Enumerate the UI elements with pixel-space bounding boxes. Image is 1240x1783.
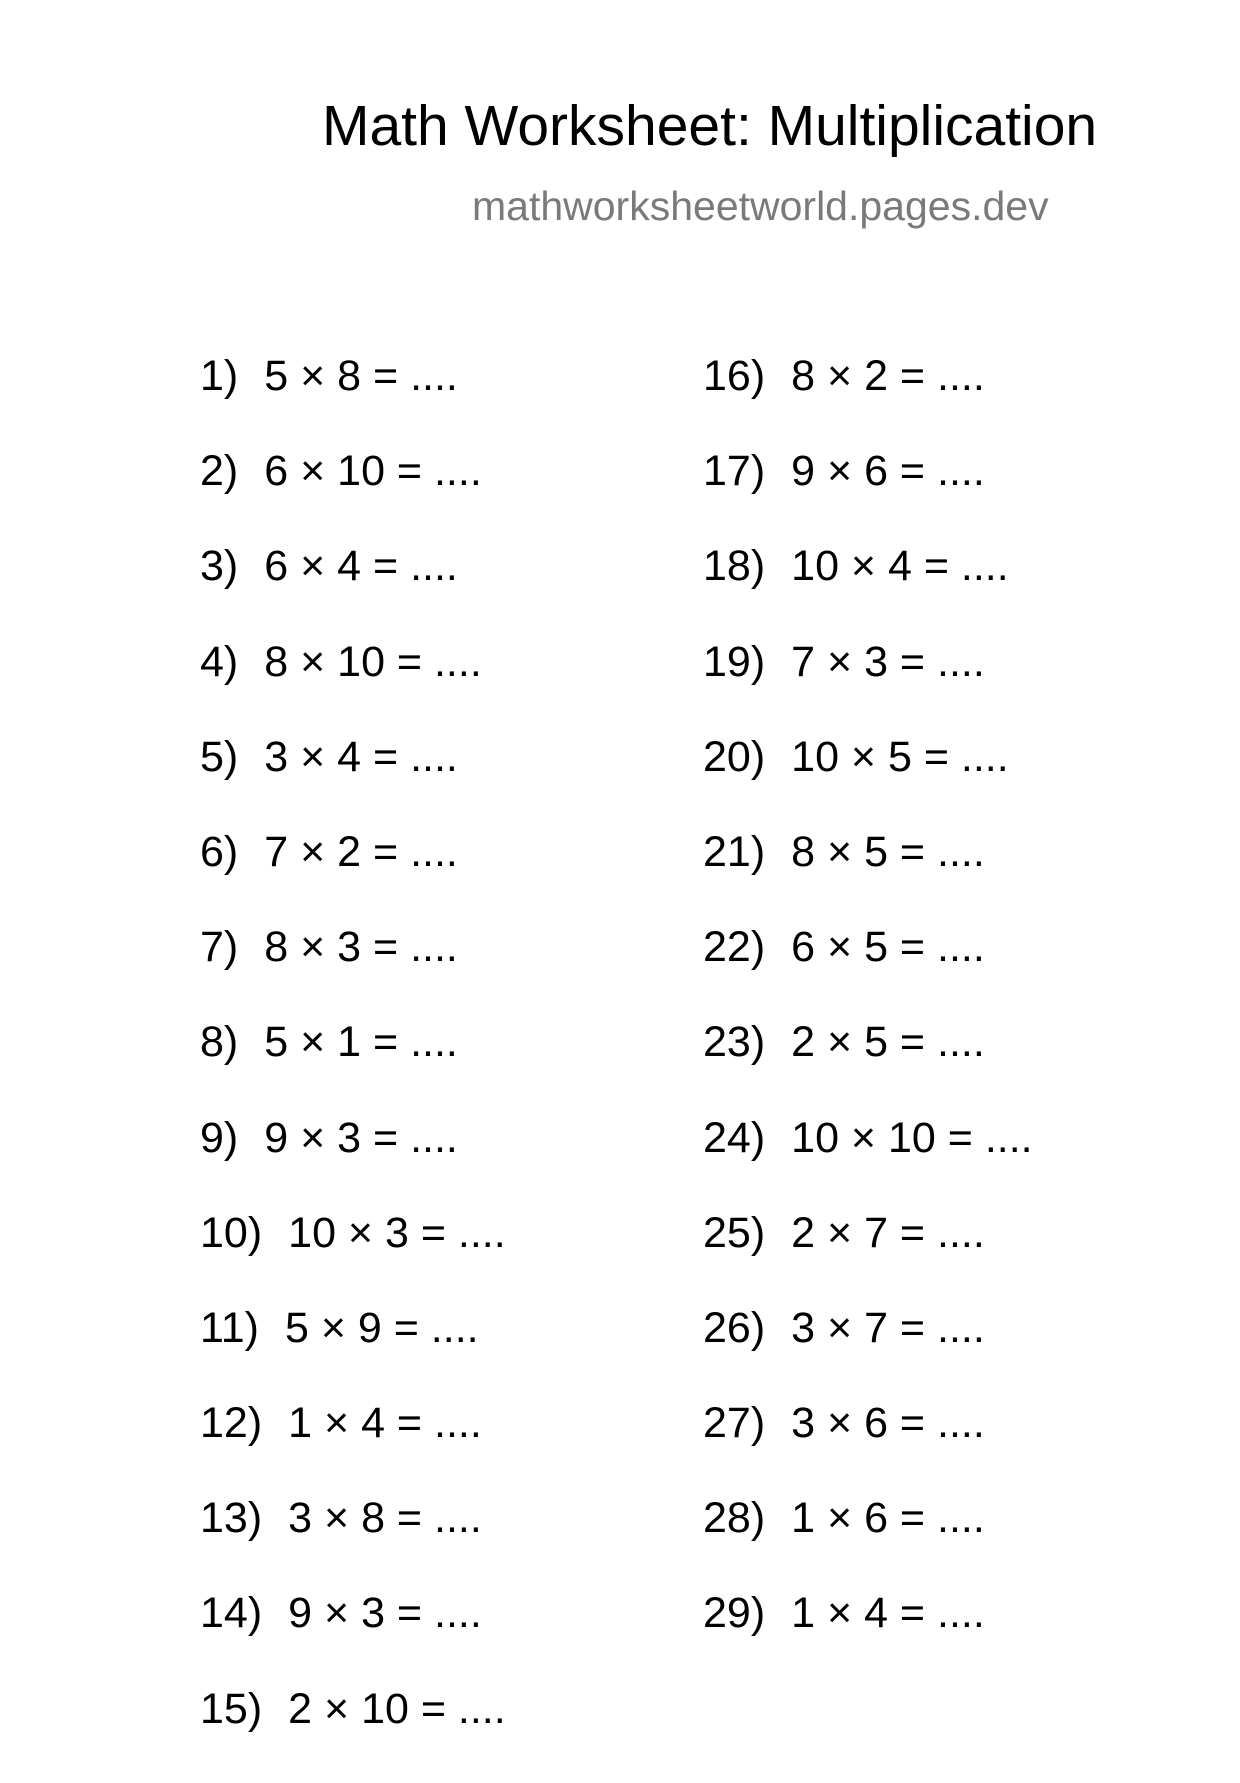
problem-number: 23) — [703, 1018, 766, 1067]
problem-expression: 3 × 6 = .... — [791, 1399, 985, 1448]
problem-expression: 9 × 3 = .... — [264, 1113, 458, 1162]
problem-expression: 2 × 7 = .... — [791, 1208, 985, 1257]
problem-item — [200, 542, 506, 640]
problem-expression: 3 × 8 = .... — [288, 1494, 482, 1543]
problem-item — [703, 732, 1033, 831]
problem-expression: 8 × 10 = .... — [264, 637, 482, 686]
problem-item — [200, 827, 506, 926]
problem-expression: 8 × 2 = .... — [791, 352, 985, 400]
problem-number: 3) — [200, 542, 239, 591]
problem-expression: 1 × 4 = .... — [791, 1589, 985, 1638]
problem-expression: 2 × 10 = .... — [288, 1684, 506, 1733]
problem-expression: 8 × 5 = .... — [791, 827, 985, 876]
problem-expression: 5 × 9 = .... — [284, 1303, 479, 1352]
worksheet-subtitle: mathworksheetworld.pages.dev — [472, 183, 1049, 229]
problem-expression: 3 × 7 = .... — [791, 1303, 985, 1352]
problem-expression: 6 × 5 = .... — [791, 923, 985, 972]
problem-item — [200, 352, 506, 450]
problem-number: 17) — [703, 447, 766, 496]
problem-number: 20) — [703, 732, 766, 781]
problem-item — [200, 1684, 506, 1783]
problem-item — [703, 352, 1033, 450]
problem-expression: 3 × 4 = .... — [264, 732, 458, 781]
problem-expression: 10 × 3 = .... — [288, 1208, 506, 1257]
problem-number: 4) — [200, 637, 239, 686]
problem-item — [200, 1589, 506, 1687]
problem-item — [200, 1208, 506, 1307]
problem-expression: 7 × 2 = .... — [264, 827, 458, 876]
problem-expression: 1 × 6 = .... — [791, 1494, 985, 1543]
problem-number: 1) — [200, 352, 239, 400]
problem-number: 27) — [703, 1399, 766, 1448]
problem-item — [703, 1303, 1033, 1402]
problem-expression: 9 × 3 = .... — [288, 1589, 482, 1638]
problem-item — [200, 447, 506, 545]
problem-item — [200, 1113, 506, 1212]
problem-item — [703, 637, 1033, 736]
problem-expression: 10 × 10 = .... — [791, 1113, 1033, 1162]
problem-item — [703, 1113, 1033, 1212]
problem-expression: 5 × 8 = .... — [264, 352, 458, 400]
problem-expression: 6 × 4 = .... — [264, 542, 458, 591]
problem-item — [703, 1589, 1033, 1687]
problem-number: 13) — [200, 1494, 263, 1543]
problem-expression: 10 × 4 = .... — [791, 542, 1009, 591]
problem-item — [703, 923, 1033, 1021]
problem-expression: 5 × 1 = .... — [264, 1018, 458, 1067]
problem-expression: 2 × 5 = .... — [791, 1018, 985, 1067]
problem-number: 25) — [703, 1208, 766, 1257]
problem-number: 5) — [200, 732, 239, 781]
problem-item — [703, 827, 1033, 926]
problem-item — [703, 1208, 1033, 1307]
worksheet-title: Math Worksheet: Multiplication — [322, 94, 1098, 158]
problem-number: 11) — [200, 1303, 259, 1352]
problem-item — [200, 1399, 506, 1497]
problem-item — [703, 447, 1033, 545]
problem-number: 6) — [200, 827, 239, 876]
problem-number: 2) — [200, 447, 239, 496]
problem-item — [200, 1303, 506, 1402]
problem-number: 24) — [703, 1113, 766, 1162]
problems-column-left — [200, 352, 506, 1783]
problem-item — [200, 637, 506, 736]
problem-number: 18) — [703, 542, 766, 591]
problem-item — [200, 732, 506, 831]
problem-item — [703, 542, 1033, 640]
problem-item — [703, 1494, 1033, 1592]
problem-expression: 1 × 4 = .... — [288, 1399, 482, 1448]
problem-number: 12) — [200, 1399, 263, 1448]
problem-number: 28) — [703, 1494, 766, 1543]
problem-number: 21) — [703, 827, 766, 876]
problem-number: 15) — [200, 1684, 263, 1733]
problem-number: 14) — [200, 1589, 263, 1638]
problem-number: 26) — [703, 1303, 766, 1352]
problem-number: 19) — [703, 637, 766, 686]
problem-expression: 10 × 5 = .... — [791, 732, 1009, 781]
problem-item — [703, 1018, 1033, 1116]
problem-expression: 7 × 3 = .... — [791, 637, 985, 686]
problem-item — [703, 1399, 1033, 1497]
problem-number: 9) — [200, 1113, 239, 1162]
problem-item — [200, 923, 506, 1021]
problem-number: 8) — [200, 1018, 239, 1067]
problem-expression: 8 × 3 = .... — [264, 923, 458, 972]
problem-number: 29) — [703, 1589, 766, 1638]
problem-number: 10) — [200, 1208, 263, 1257]
problem-expression: 6 × 10 = .... — [264, 447, 482, 496]
problem-number: 16) — [703, 352, 766, 400]
problems-column-right — [703, 352, 1033, 1688]
problem-item — [200, 1018, 506, 1116]
problem-item — [200, 1494, 506, 1592]
problem-number: 7) — [200, 923, 239, 972]
problem-number: 22) — [703, 923, 766, 972]
problem-expression: 9 × 6 = .... — [791, 447, 985, 496]
